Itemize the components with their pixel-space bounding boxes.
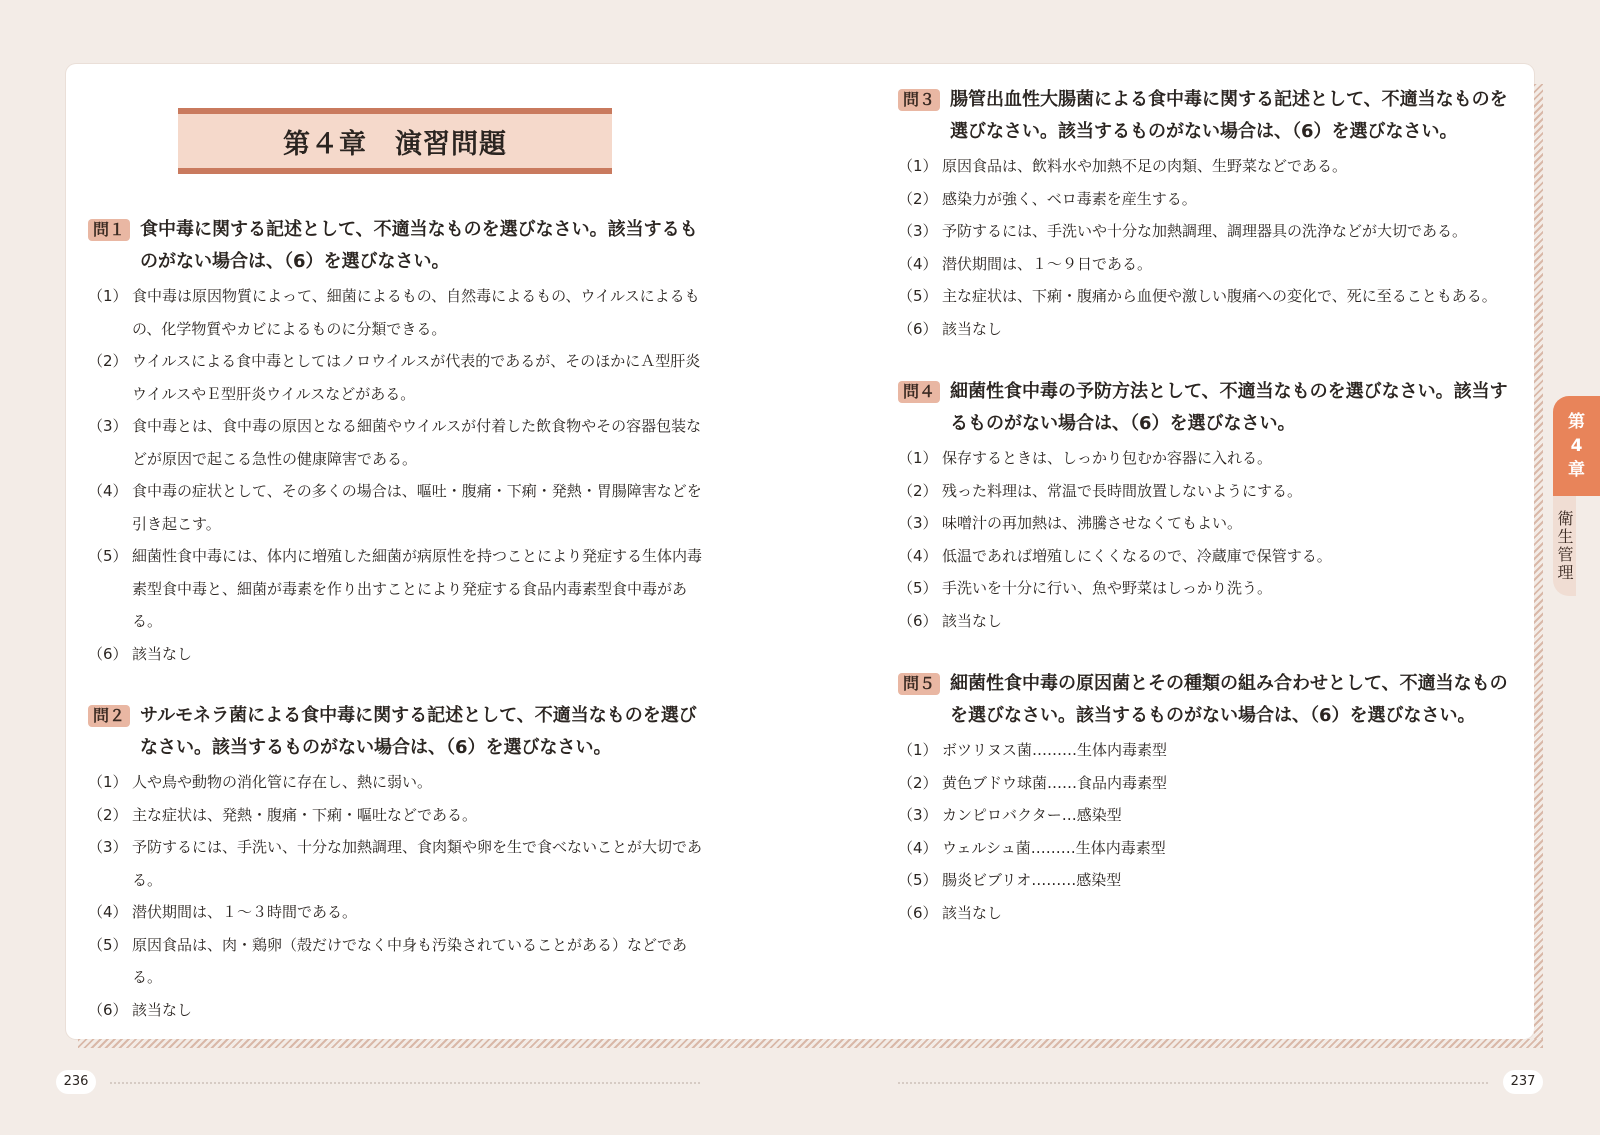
- option-item: [88, 280, 702, 345]
- option-text: 該当なし: [132, 644, 193, 663]
- option-text: 予防するには、手洗いや十分な加熱調理、調理器具の洗浄などが大切である。: [942, 222, 1468, 240]
- option-number: （3）: [898, 806, 938, 824]
- option-text: 食中毒は原因物質によって、細菌によるもの、自然毒によるもの、ウイルスによるもの、化学物質やカビによるものに分類できる。: [132, 287, 700, 338]
- option-text: 潜伏期間は、１～９日である。: [942, 254, 1153, 273]
- option-text: ボツリヌス菌………生体内毒素型: [942, 741, 1168, 759]
- option-text: 該当なし: [942, 611, 1003, 630]
- option-text: 感染力が強く、ベロ毒素を産生する。: [942, 189, 1197, 208]
- option-item: [898, 150, 1516, 183]
- decorative-stripe-right: [1534, 84, 1543, 1044]
- option-number: （4）: [898, 254, 938, 273]
- option-item: [898, 215, 1516, 248]
- option-number: （6）: [88, 644, 128, 663]
- option-number: （2）: [898, 773, 938, 792]
- option-item: [88, 475, 702, 540]
- option-item: [898, 183, 1516, 216]
- question-1: [88, 214, 702, 670]
- question-text: 細菌性食中毒の予防方法として、不適当なものを選びなさい。該当するものがない場合は、（6）を選びなさい。: [950, 381, 1508, 434]
- option-number: （2）: [88, 352, 128, 370]
- option-number: （3）: [88, 417, 128, 435]
- question-label: 問１: [88, 219, 130, 241]
- option-number: （5）: [898, 871, 938, 889]
- option-text: 該当なし: [132, 1000, 193, 1019]
- chapter-tab-char: 4: [1570, 436, 1583, 456]
- question-label: 問４: [898, 381, 940, 403]
- decorative-stripe-bottom: [78, 1039, 1543, 1048]
- option-text: 黄色ブドウ球菌……食品内毒素型: [942, 773, 1168, 792]
- option-number: （5）: [898, 287, 938, 305]
- option-text: 該当なし: [942, 319, 1003, 338]
- option-item: [898, 475, 1516, 508]
- option-text: 残った料理は、常温で長時間放置しないようにする。: [942, 481, 1303, 500]
- option-number: （5）: [898, 579, 938, 597]
- option-list: [88, 280, 702, 670]
- option-number: （4）: [898, 546, 938, 565]
- question-2: [88, 700, 702, 1026]
- question-text: 食中毒に関する記述として、不適当なものを選びなさい。該当するものがない場合は、（6）を選びなさい。: [140, 219, 698, 272]
- option-text: 手洗いを十分に行い、魚や野菜はしっかり洗う。: [942, 579, 1273, 597]
- option-number: （4）: [88, 903, 128, 921]
- option-number: （1）: [898, 741, 938, 759]
- question-label: 問２: [88, 705, 130, 727]
- option-text: 保存するときは、しっかり包むか容器に入れる。: [942, 449, 1273, 467]
- option-text: 低温であれば増殖しにくくなるので、冷蔵庫で保管する。: [942, 546, 1332, 565]
- option-number: （6）: [898, 319, 938, 338]
- option-item: [88, 766, 702, 799]
- option-item: [898, 280, 1516, 313]
- option-item: [898, 897, 1516, 930]
- option-number: （2）: [898, 189, 938, 208]
- option-text: 該当なし: [942, 903, 1003, 922]
- option-text: 人や鳥や動物の消化管に存在し、熱に弱い。: [132, 773, 433, 791]
- option-text: カンピロバクター…感染型: [942, 806, 1122, 824]
- chapter-tab-number: [1553, 396, 1600, 496]
- question-text: 細菌性食中毒の原因菌とその種類の組み合わせとして、不適当なものを選びなさい。該当するものがない場合は、（6）を選びなさい。: [950, 673, 1508, 726]
- option-item: [898, 767, 1516, 800]
- chapter-tab-char: 章: [1568, 460, 1585, 480]
- option-item: [88, 994, 702, 1027]
- option-item: [88, 410, 702, 475]
- page-number-right: 237: [1503, 1070, 1543, 1094]
- option-number: （2）: [898, 481, 938, 500]
- option-text: 原因食品は、飲料水や加熱不足の肉類、生野菜などである。: [942, 157, 1348, 175]
- option-item: [898, 248, 1516, 281]
- option-text: 潜伏期間は、１～３時間である。: [132, 903, 358, 921]
- option-text: 腸炎ビブリオ………感染型: [942, 871, 1122, 889]
- question-3: [898, 84, 1516, 345]
- option-text: 主な症状は、発熱・腹痛・下痢・嘔吐などである。: [132, 805, 478, 824]
- footer-dots-right: [898, 1082, 1488, 1084]
- question-text: サルモネラ菌による食中毒に関する記述として、不適当なものを選びなさい。該当するものがない場合は、（6）を選びなさい。: [140, 705, 697, 758]
- option-number: （3）: [88, 838, 128, 856]
- option-item: [898, 832, 1516, 865]
- option-list: [898, 442, 1516, 637]
- option-number: （1）: [898, 449, 938, 467]
- footer-dots-left: [110, 1082, 700, 1084]
- option-item: [88, 896, 702, 929]
- option-text: 食中毒とは、食中毒の原因となる細菌やウイルスが付着した飲食物やその容器包装などが原因で起こる急性の健康障害である。: [132, 417, 702, 468]
- option-text: 味噌汁の再加熱は、沸騰させなくてもよい。: [942, 514, 1243, 532]
- question-label: 問５: [898, 673, 940, 695]
- chapter-side-tab: [1553, 396, 1600, 596]
- option-text: 原因食品は、肉・鶏卵（殻だけでなく中身も汚染されていることがある）などである。: [132, 935, 688, 986]
- option-number: （1）: [88, 287, 128, 305]
- option-text: 細菌性食中毒には、体内に増殖した細菌が病原性を持つことにより発症する生体内毒素型食中毒と、細菌が毒素を作り出すことにより発症する食品内毒素型食中毒がある。: [132, 547, 703, 630]
- chapter-title: 第４章 演習問題: [178, 108, 612, 174]
- option-number: （1）: [88, 773, 128, 791]
- chapter-tab-char: 第: [1568, 412, 1585, 432]
- option-number: （4）: [898, 838, 938, 857]
- option-text: 食中毒の症状として、その多くの場合は、嘔吐・腹痛・下痢・発熱・胃腸障害などを引き起こす。: [132, 482, 702, 533]
- option-number: （3）: [898, 222, 938, 240]
- option-list: [898, 150, 1516, 345]
- option-list: [898, 734, 1516, 929]
- option-number: （5）: [88, 935, 128, 954]
- chapter-tab-section: 衛生管理: [1553, 496, 1576, 596]
- option-number: （4）: [88, 482, 128, 500]
- option-item: [898, 313, 1516, 346]
- question-5: [898, 668, 1516, 929]
- option-number: （6）: [88, 1000, 128, 1019]
- option-number: （5）: [88, 547, 128, 565]
- option-number: （6）: [898, 903, 938, 922]
- option-item: [898, 442, 1516, 475]
- option-item: [88, 540, 702, 638]
- option-item: [898, 540, 1516, 573]
- option-text: ウェルシュ菌………生体内毒素型: [942, 838, 1166, 857]
- option-text: 主な症状は、下痢・腹痛から血便や激しい腹痛への変化で、死に至ることもある。: [942, 287, 1497, 305]
- question-4: [898, 376, 1516, 637]
- option-item: [898, 734, 1516, 767]
- option-item: [898, 572, 1516, 605]
- page-number-left: 236: [56, 1070, 96, 1094]
- option-item: [88, 929, 702, 994]
- option-item: [88, 831, 702, 896]
- option-number: （2）: [88, 805, 128, 824]
- option-item: [898, 605, 1516, 638]
- option-item: [898, 799, 1516, 832]
- option-text: 予防するには、手洗い、十分な加熱調理、食肉類や卵を生で食べないことが大切である。: [132, 838, 703, 889]
- option-item: [898, 864, 1516, 897]
- option-item: [88, 638, 702, 671]
- option-number: （6）: [898, 611, 938, 630]
- option-list: [88, 766, 702, 1026]
- question-text: 腸管出血性大腸菌による食中毒に関する記述として、不適当なものを選びなさい。該当するものがない場合は、（6）を選びなさい。: [950, 89, 1508, 142]
- option-text: ウイルスによる食中毒としてはノロウイルスが代表的であるが、そのほかにＡ型肝炎ウイルスやＥ型肝炎ウイルスなどがある。: [132, 352, 701, 403]
- option-number: （1）: [898, 157, 938, 175]
- option-number: （3）: [898, 514, 938, 532]
- option-item: [898, 507, 1516, 540]
- option-item: [88, 799, 702, 832]
- question-label: 問３: [898, 89, 940, 111]
- option-item: [88, 345, 702, 410]
